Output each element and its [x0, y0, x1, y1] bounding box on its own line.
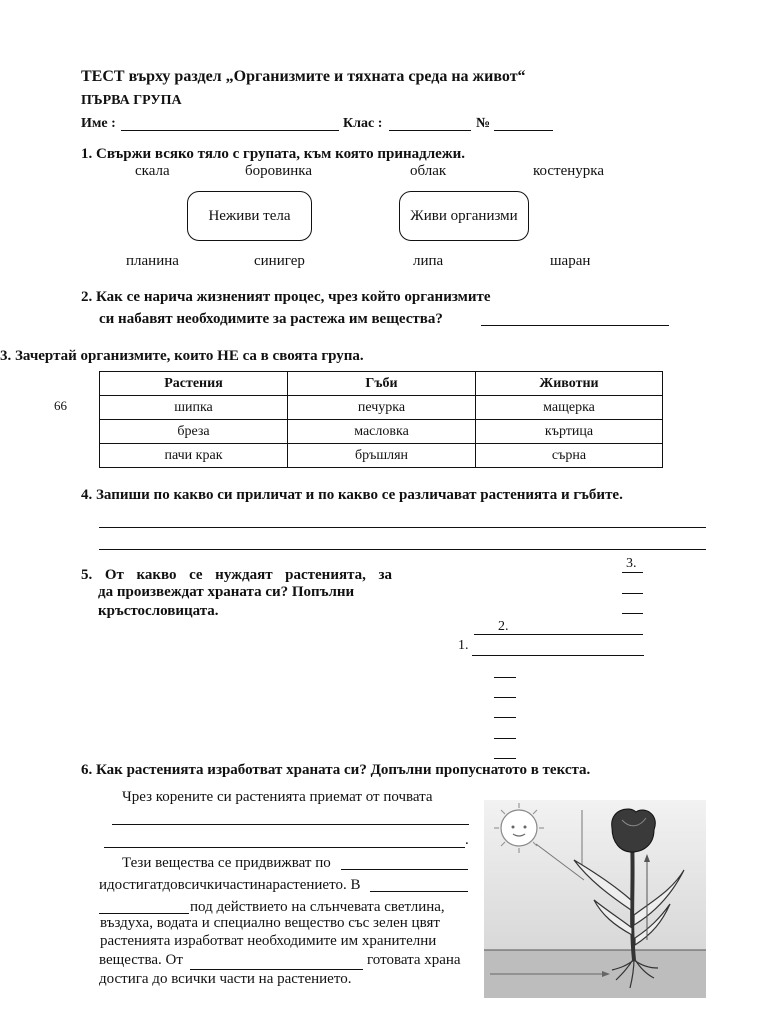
q6-text-5: въздуха, водата и специално вещество със зелен цвят: [100, 915, 440, 931]
name-field[interactable]: [121, 130, 339, 131]
crossword-cell[interactable]: [494, 697, 516, 698]
box-nonliving-label: Неживи тела: [208, 207, 291, 224]
q6-text-3: идостигатдовсичкичастинарастението. В: [99, 877, 361, 893]
crossword-cell[interactable]: [494, 717, 516, 718]
q6-text-7b: готовата храна: [367, 952, 461, 968]
q6-blank[interactable]: [190, 969, 363, 970]
q1-word[interactable]: шаран: [550, 253, 591, 269]
q1-word[interactable]: липа: [413, 253, 444, 269]
crossword-clue-2: 2.: [498, 619, 509, 634]
number-label: №: [476, 116, 491, 131]
crossword-cell[interactable]: [622, 613, 643, 614]
q6-blank[interactable]: [370, 891, 468, 892]
table-header-row: [100, 372, 663, 396]
q6-text-4: под действието на слънчевата светлина,: [190, 899, 445, 915]
name-label: Име :: [81, 116, 116, 131]
table-cell[interactable]: сърна: [476, 444, 663, 468]
q2-answer-field[interactable]: [481, 325, 669, 326]
table-cell[interactable]: къртица: [476, 420, 663, 444]
q2-question-line2: си набавят необходимите за растежа им вещества?: [99, 311, 443, 327]
plant-stem: [632, 840, 634, 960]
q6-blank[interactable]: [112, 824, 469, 825]
q6-text-2: Тези вещества се придвижват по: [122, 855, 331, 871]
q6-text-1: Чрез корените си растенията приемат от почвата: [122, 789, 433, 805]
q5-question-line1: 5. От какво се нуждаят растенията, за: [81, 567, 392, 583]
table-cell[interactable]: бръшлян: [288, 444, 476, 468]
q6-blank[interactable]: [99, 913, 189, 914]
table-cell[interactable]: масловка: [288, 420, 476, 444]
q1-question: 1. Свържи всяко тяло с групата, към която принадлежи.: [81, 146, 466, 162]
q4-answer-line[interactable]: [99, 527, 706, 528]
table-cell[interactable]: печурка: [288, 396, 476, 420]
q6-text-6: растенията изработват необходимите им хранителни: [100, 933, 437, 949]
crossword-cell[interactable]: [622, 593, 643, 594]
group-label: ПЪРВА ГРУПА: [81, 93, 182, 108]
q6-blank[interactable]: [104, 847, 465, 848]
q3-question: 3. Зачертай организмите, които НЕ са в своята група.: [0, 348, 364, 364]
q1-word[interactable]: планина: [126, 253, 179, 269]
table-header: Животни: [476, 372, 663, 396]
q4-answer-line[interactable]: [99, 549, 706, 550]
test-title: ТЕСТ върху раздел „Организмите и тяхната среда на живот“: [81, 68, 526, 85]
number-field[interactable]: [494, 130, 553, 131]
box-living-label: Живи организми: [410, 207, 518, 224]
table-cell[interactable]: мащерка: [476, 396, 663, 420]
crossword-row-1[interactable]: [472, 655, 644, 656]
q1-word[interactable]: боровинка: [245, 163, 312, 179]
q5-question-line3: кръстословицата.: [98, 603, 219, 619]
q6-text-1-end: .: [465, 832, 469, 848]
box-nonliving[interactable]: [187, 191, 312, 241]
crossword-cell[interactable]: [494, 677, 516, 678]
table-header: Растения: [100, 372, 288, 396]
q4-question: 4. Запиши по какво си приличат и по какво се различават растенията и гъбите.: [81, 487, 623, 503]
q6-text-8: достига до всички части на растението.: [99, 971, 352, 987]
q1-word[interactable]: синигер: [254, 253, 305, 269]
q1-word[interactable]: скала: [135, 163, 170, 179]
table-row: [100, 420, 663, 444]
q1-word[interactable]: облак: [410, 163, 447, 179]
crossword-cell[interactable]: [622, 572, 643, 573]
groups-table: [99, 371, 663, 468]
q2-question-line1: 2. Как се нарича жизненият процес, чрез който организмите: [81, 289, 491, 305]
table-cell[interactable]: пачи крак: [100, 444, 288, 468]
q5-question-line2: да произвеждат храната си? Попълни: [98, 584, 355, 600]
class-field[interactable]: [389, 130, 471, 131]
flower-icon: [612, 809, 656, 852]
table-row: [100, 444, 663, 468]
crossword-row-2[interactable]: [474, 634, 643, 635]
crossword-clue-1: 1.: [458, 638, 469, 653]
table-row: [100, 396, 663, 420]
table-header: Гъби: [288, 372, 476, 396]
table-cell[interactable]: шипка: [100, 396, 288, 420]
class-label: Клас :: [343, 116, 383, 131]
q6-text-7a: вещества. От: [99, 952, 183, 968]
crossword-cell[interactable]: [494, 738, 516, 739]
q6-blank[interactable]: [341, 869, 468, 870]
crossword-clue-3: 3.: [626, 556, 637, 571]
sun-icon: [494, 803, 544, 853]
page-number: 66: [54, 398, 67, 413]
q6-question: 6. Как растенията изработват храната си? Допълни пропуснатото в текста.: [81, 762, 591, 778]
plant-illustration: [484, 800, 706, 998]
crossword-cell[interactable]: [494, 758, 516, 759]
box-living[interactable]: [399, 191, 529, 241]
q1-word[interactable]: костенурка: [533, 163, 605, 179]
table-cell[interactable]: бреза: [100, 420, 288, 444]
